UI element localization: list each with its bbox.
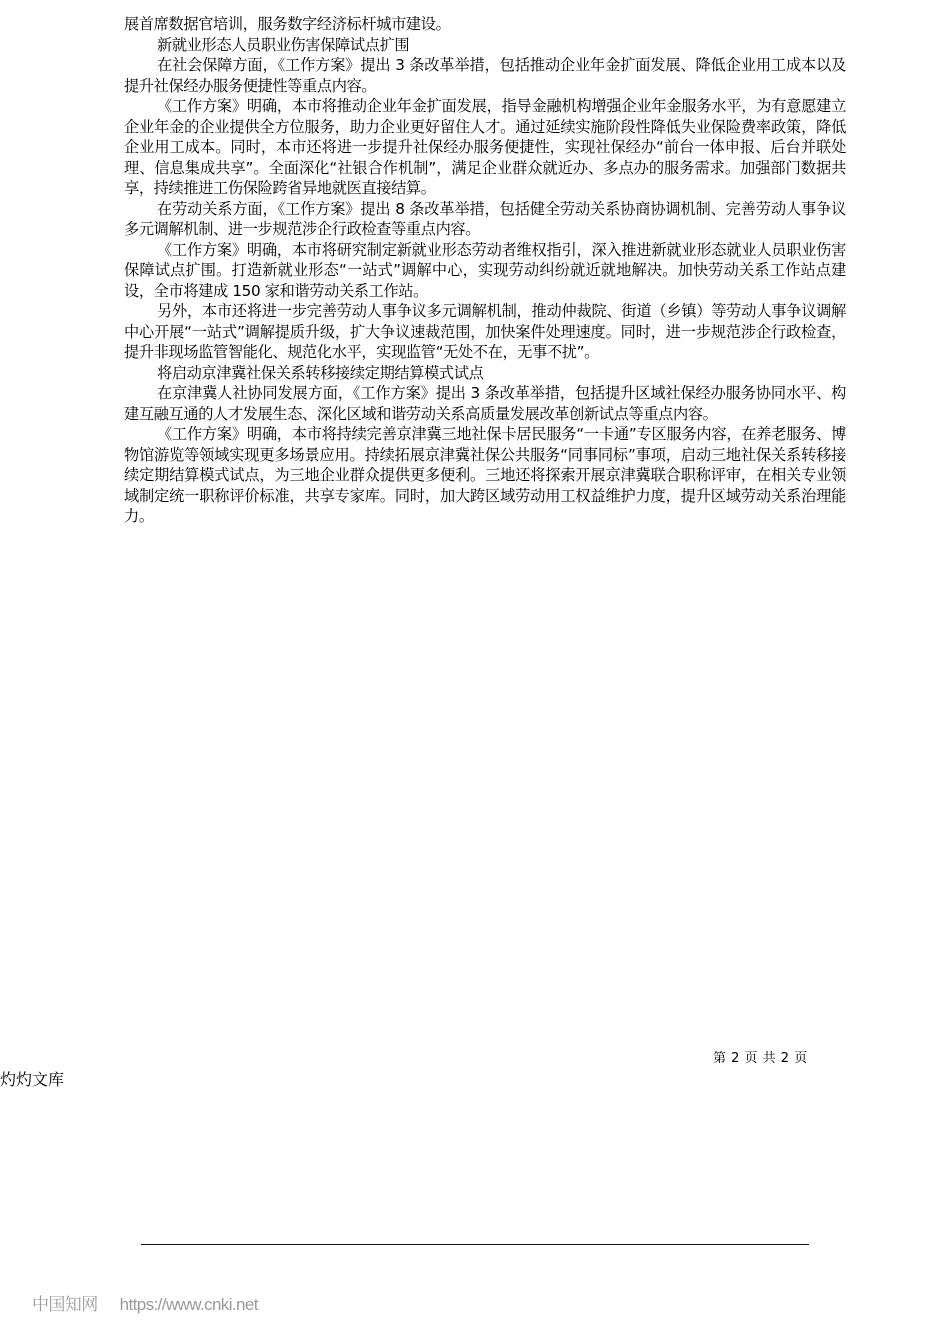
source-name: 中国知网 bbox=[32, 1295, 98, 1314]
paragraph-labor-relations: 在劳动关系方面，《工作方案》提出 8 条改革举措，包括健全劳动关系协商协调机制、完善劳动人事争议多元调解机制、进一步规范涉企行政检查等重点内容。 bbox=[124, 199, 846, 238]
section-heading-new-employment-injury: 新就业形态人员职业伤害保障试点扩围 bbox=[157, 35, 410, 54]
paragraph-new-employment-rights: 《工作方案》明确，本市将研究制定新就业形态劳动者维权指引，深入推进新就业形态就业人员职业伤害保障试点扩围。打造新就业形态“一站式”调解中心，实现劳动纠纷就近就地解决。加快劳动关系工作站点建设，全市将建成 150 家和谐劳动关系工作站。 bbox=[124, 240, 846, 300]
document-body bbox=[124, 14, 846, 527]
watermark-label: 灼灼文库 bbox=[0, 1070, 65, 1089]
source-footer bbox=[32, 1295, 258, 1315]
paragraph-jingjinji-coordination: 在京津冀人社协同发展方面，《工作方案》提出 3 条改革举措，包括提升区域社保经办服务协同水平、构建互融互通的人才发展生态、深化区域和谐劳动关系高质量发展改革创新试点等重点内容。 bbox=[124, 384, 846, 423]
footer-divider bbox=[141, 1244, 809, 1245]
paragraph-dispute-mediation: 另外，本市还将进一步完善劳动人事争议多元调解机制，推动仲裁院、街道（乡镇）等劳动人事争议调解中心开展“一站式”调解提质升级，扩大争议速裁范围，加快案件处理速度。同时，进一步规范涉企行政检查，提升非现场监管智能化、规范化水平，实现监管“无处不在，无事不扰”。 bbox=[124, 302, 846, 361]
source-url[interactable]: https://www.cnki.net bbox=[119, 1295, 258, 1314]
paragraph-social-security: 在社会保障方面，《工作方案》提出 3 条改革举措，包括推动企业年金扩面发展、降低企业用工成本以及提升社保经办服务便捷性等重点内容。 bbox=[124, 56, 846, 95]
section-heading-jingjinji-settlement: 将启动京津冀社保关系转移接续定期结算模式试点 bbox=[157, 363, 484, 382]
paragraph-continuation: 展首席数据官培训，服务数字经济标杆城市建设。 bbox=[124, 15, 451, 33]
page-number: 第 2 页 共 2 页 bbox=[713, 1051, 808, 1066]
paragraph-enterprise-annuity: 《工作方案》明确，本市将推动企业年金扩面发展，指导金融机构增强企业年金服务水平，为有意愿建立企业年金的企业提供全方位服务，助力企业更好留住人才。通过延续实施阶段性降低失业保险费率政策，降低企业用工成本。同时，本市还将进一步提升社保经办服务便捷性，实现社保经办“前台一体申报、后台并联处理、信息集成共享”。全面深化“社银合作机制”，满足企业群众就近办、多点办的服务需求。加强部门数据共享，持续推进工伤保险跨省异地就医直接结算。 bbox=[124, 97, 846, 197]
paragraph-jingjinji-card-services: 《工作方案》明确，本市将持续完善京津冀三地社保卡居民服务“一卡通”专区服务内容，在养老服务、博物馆游览等领域实现更多场景应用。持续拓展京津冀社保公共服务“同事同标”事项，启动三地社保关系转移接续定期结算模式试点，为三地企业群众提供更多便利。三地还将探索开展京津冀联合职称评审，在相关专业领域制定统一职称评价标准，共享专家库。同时，加大跨区域劳动用工权益维护力度，提升区域劳动关系治理能力。 bbox=[124, 425, 846, 525]
